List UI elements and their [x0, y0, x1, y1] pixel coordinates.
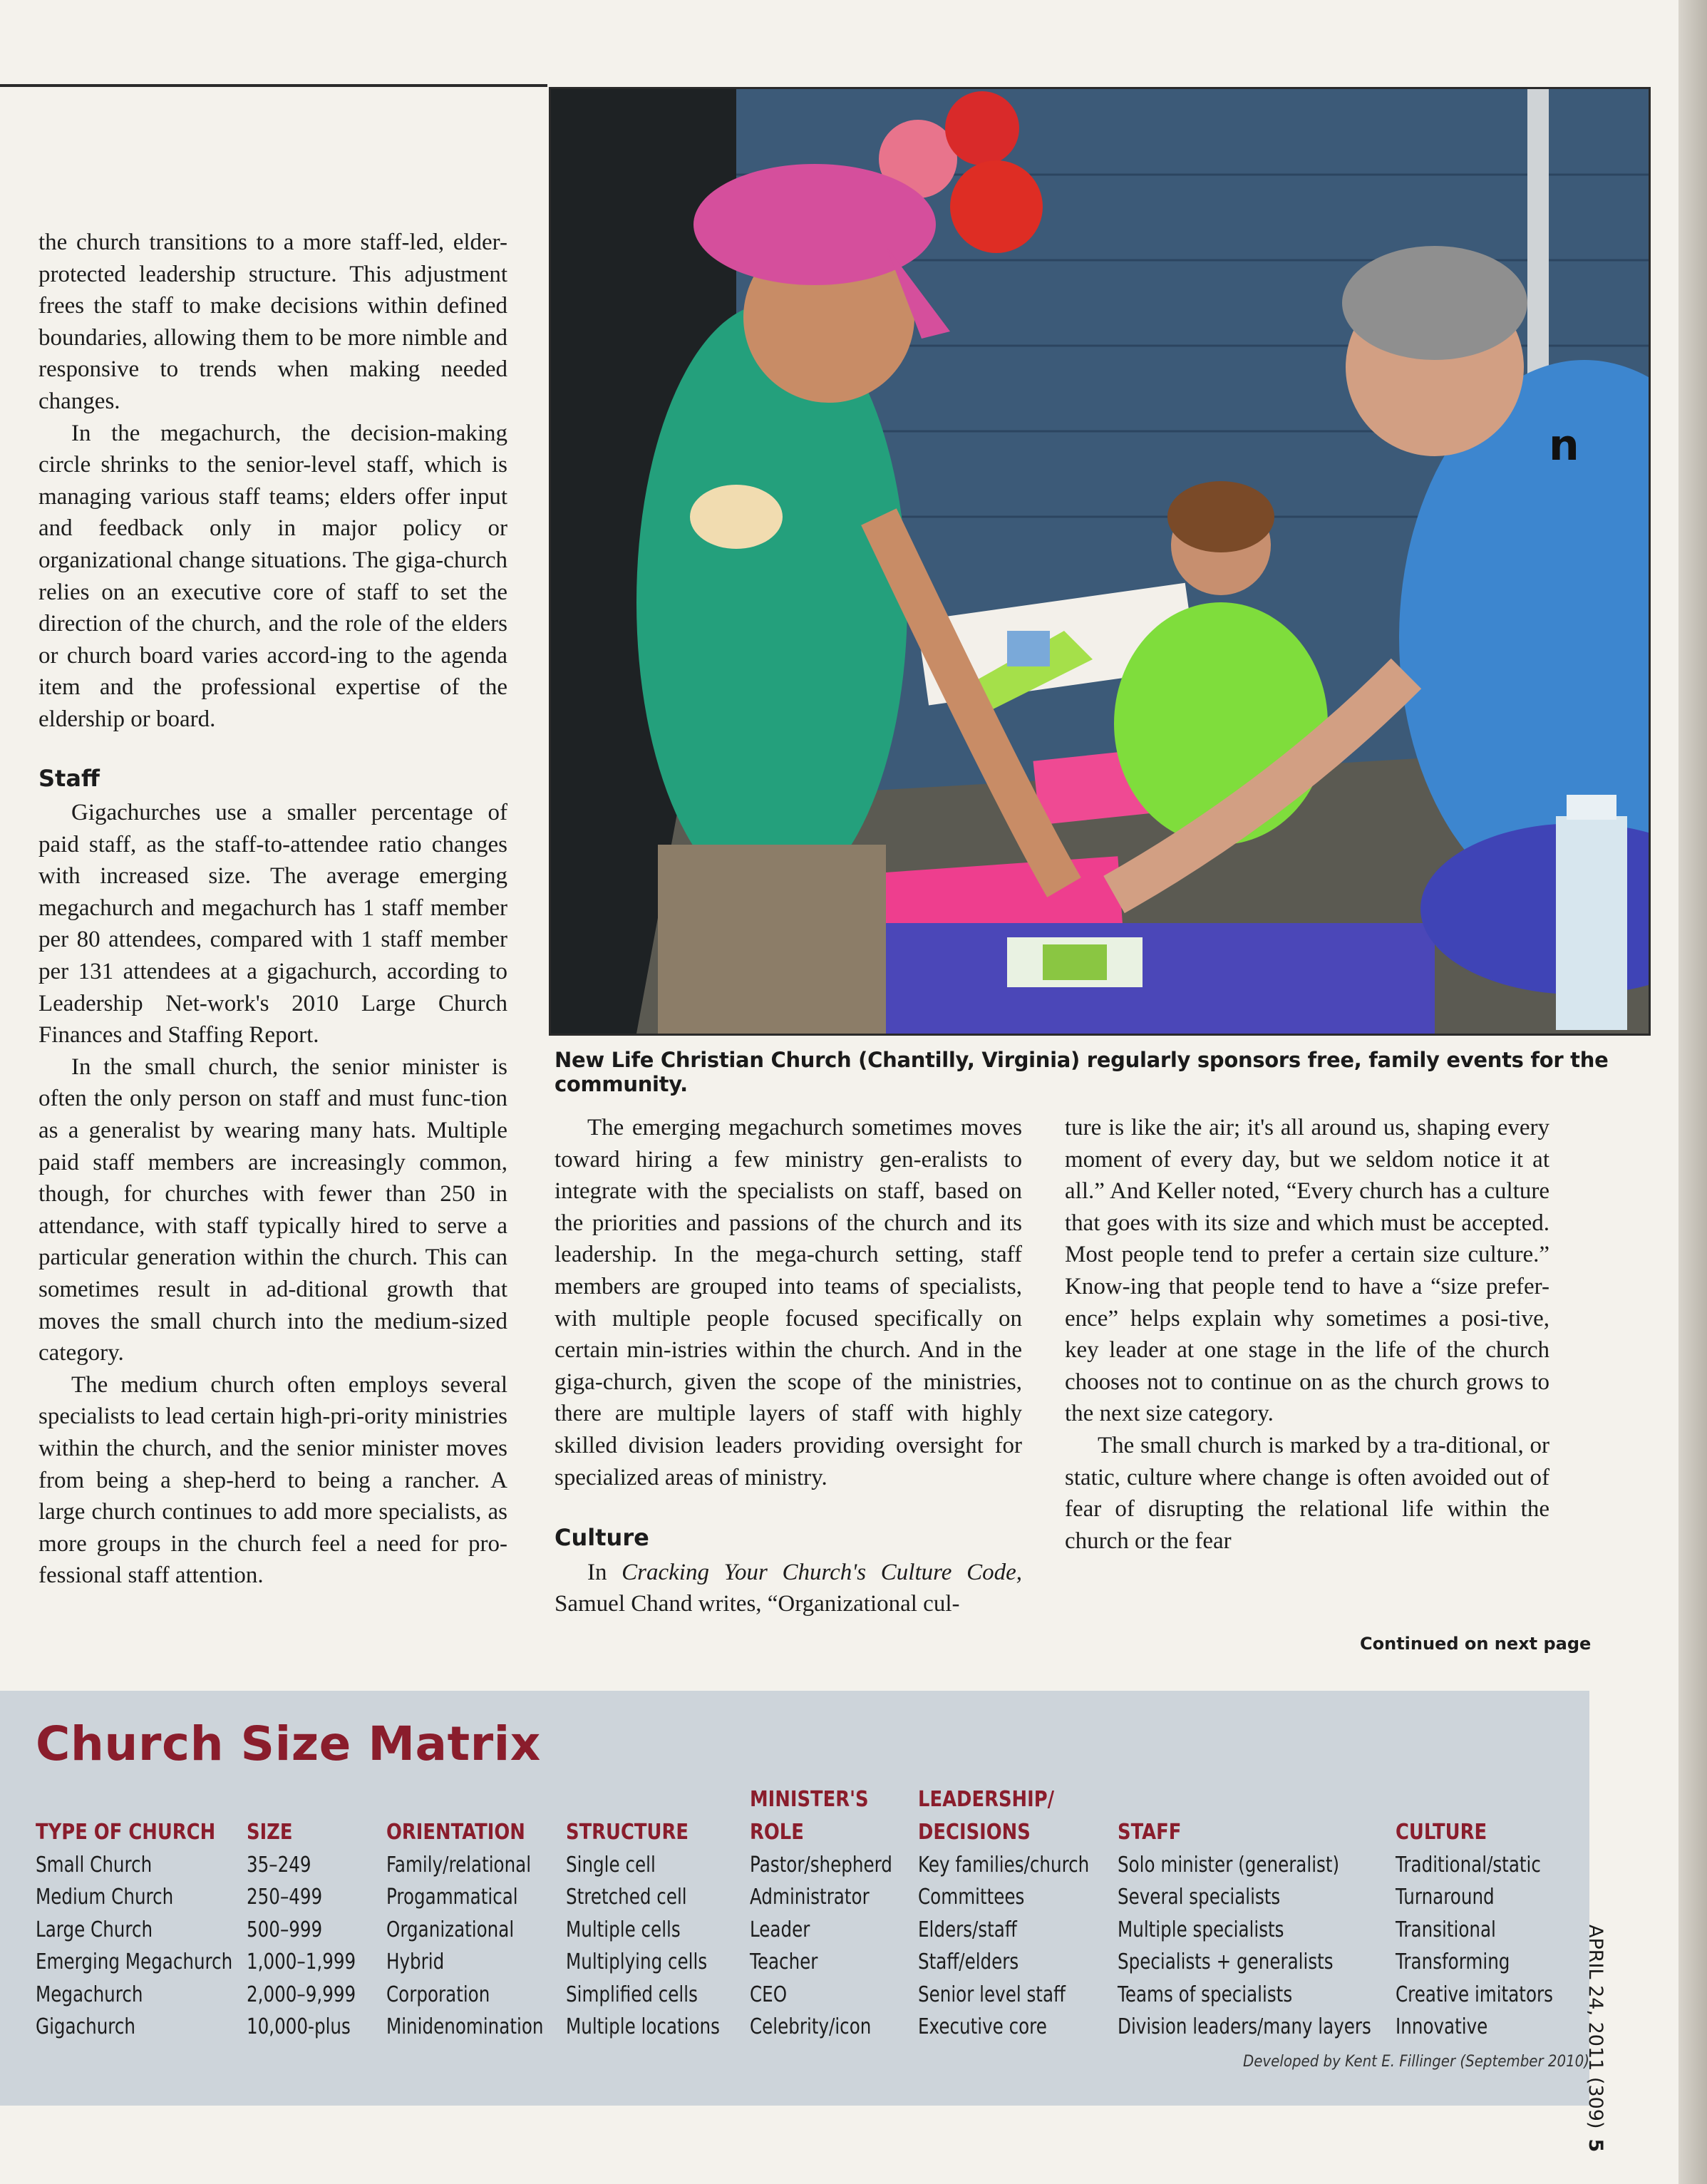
matrix-cell: Simplified cells: [566, 1982, 698, 2007]
matrix-cell: 10,000-plus: [247, 2014, 351, 2040]
matrix-cell: Creative imitators: [1396, 1982, 1553, 2007]
matrix-column-staff: [1118, 1783, 1427, 2043]
matrix-cell: Medium Church: [36, 1885, 174, 1910]
matrix-cell: Solo minister (generalist): [1118, 1853, 1340, 1877]
matrix-cell: Leader: [750, 1917, 810, 1942]
matrix-cell: Corporation: [386, 1982, 490, 2007]
event-photo: [549, 87, 1651, 1036]
header-line: CULTURE: [1396, 1820, 1487, 1845]
issue-date: APRIL 24, 2011 (309): [1584, 1925, 1607, 2129]
church-size-matrix: [0, 1691, 1589, 2106]
matrix-cell: Megachurch: [36, 1982, 143, 2007]
matrix-column-structure: [566, 1783, 753, 2043]
paragraph: [555, 1557, 1022, 1620]
book-title: Cracking Your Church's Culture Code,: [622, 1559, 1022, 1585]
matrix-cell: Celebrity/icon: [750, 2014, 872, 2040]
column-header: [566, 1783, 728, 1849]
matrix-cell: Executive core: [918, 2014, 1047, 2040]
continued-note: Continued on next page: [1360, 1634, 1592, 1654]
matrix-cell: Progammatical: [386, 1885, 518, 1910]
header-line: STAFF: [1118, 1820, 1182, 1845]
header-line: ORIENTATION: [386, 1820, 525, 1845]
page-folio: [1584, 1925, 1607, 2152]
photo-caption: New Life Christian Church (Chantilly, Virginia) regularly sponsors free, family events for the community.: [555, 1048, 1609, 1096]
paragraph: The medium church often employs several specialists to lead certain high-pri-ority ministries within the church, and the senior minister moves from being a shep-herd to being a rancher. A large church continues to add more specialists, as more groups in the church feel a need for pro-fessional staff attention.: [38, 1371, 507, 1589]
matrix-cell: Multiple locations: [566, 2014, 720, 2040]
paragraph: In the megachurch, the decision-making circle shrinks to the senior-level staff, which is managing various staff teams; elders offer input and feedback only in major policy or organizational change situations. The giga-church relies on an executive core of staff to set the direction of the church, and the role of the elders or church board varies accord-ing to the agenda item and the professional expertise of the eldership or board.: [38, 420, 507, 732]
paragraph: The small church is marked by a tra-ditional, or static, culture where change is often avoided out of fear of disrupting the relational life within the church or the fear: [1065, 1432, 1549, 1554]
matrix-cell: Transitional: [1396, 1917, 1496, 1942]
paragraph: ture is like the air; it's all around us, shaping every moment of every day, but we seldom notice it at all.” And Keller noted, “Every church has a culture that goes with its size and which must be accepted. Most people tend to prefer a certain size culture.” Know-ing that people tend to have a “size prefer-ence” helps explain why sometimes a posi-tive, key leader at one stage in the life of the church chooses not to continue on as the church grows to the next size category.: [1065, 1115, 1549, 1427]
column-header: [36, 1783, 242, 1849]
text-run: In: [587, 1559, 622, 1585]
paragraph: The emerging megachurch sometimes moves toward hiring a few ministry gen-eralists to integrate with the specialists on staff, based on the priorities and passions of the church and its leadership. In the mega-church setting, staff members are grouped into teams of specialists, with multiple people focused specifically on certain min-istries within the church. And in the giga-church, given the scope of the ministries, there are multiple layers of staff with highly skilled division leaders providing oversight for specialized areas of ministry.: [555, 1115, 1022, 1490]
column-header: [247, 1783, 361, 1849]
paragraph: In the small church, the senior minister is often the only person on staff and must func-tion as a generalist by wearing many hats. Multiple paid staff members are increasingly common, though, for churches with fewer than 250 in attendance, with staff typically hired to serve a particular generation within the church. This can sometimes result in ad-ditional growth that moves the small church into the medium-sized category.: [38, 1054, 507, 1366]
text-run: Samuel Chand writes, “Organizational cul-: [555, 1591, 960, 1617]
header-line: SIZE: [247, 1820, 293, 1845]
paragraph: the church transitions to a more staff-led, elder-protected leadership structure. This adjustment frees the staff to make decisions within defined boundaries, allowing them to be more nimble and responsive to trends when making needed changes.: [38, 230, 507, 414]
matrix-cell: Small Church: [36, 1853, 153, 1877]
matrix-cell: Stretched cell: [566, 1885, 687, 1910]
column-1: [38, 227, 507, 1592]
column-header: [918, 1783, 1098, 1849]
page-edge: [1678, 0, 1707, 2184]
page-number: 5: [1584, 2138, 1607, 2153]
header-line: STRUCTURE: [566, 1820, 689, 1845]
event-photo-illustration: [551, 89, 1649, 1034]
matrix-cell: Single cell: [566, 1853, 656, 1877]
matrix-cell: Teams of specialists: [1118, 1982, 1293, 2007]
matrix-column-leadership: [918, 1783, 1127, 2043]
matrix-cell: CEO: [750, 1982, 788, 2007]
matrix-cell: Committees: [918, 1885, 1025, 1910]
matrix-cell: 1,000–1,999: [247, 1949, 356, 1975]
matrix-cell: Senior level staff: [918, 1982, 1066, 2007]
matrix-cell: Division leaders/many layers: [1118, 2014, 1371, 2040]
matrix-cell: Teacher: [750, 1949, 818, 1975]
header-line: TYPE OF CHURCH: [36, 1820, 216, 1845]
paragraph: Gigachurches use a smaller percentage of paid staff, as the staff-to-attendee ratio changes with increased size. The average emerging megachurch and megachurch has 1 staff member per 80 attendees, compared with 1 staff member per 131 attendees at a gigachurch, according to Leadership Net-work's 2010 Large Church Finances and Staffing Report.: [38, 800, 507, 1049]
header-line: ROLE: [750, 1820, 804, 1845]
matrix-cell: 35–249: [247, 1853, 311, 1877]
matrix-cell: Gigachurch: [36, 2014, 135, 2040]
matrix-cell: Key families/church: [918, 1853, 1090, 1877]
matrix-cell: Innovative: [1396, 2014, 1488, 2040]
matrix-credit: Developed by Kent E. Fillinger (September 2010): [1243, 2053, 1589, 2071]
staff-heading: Staff: [38, 764, 100, 792]
matrix-cell: Turnaround: [1396, 1885, 1495, 1910]
culture-heading: Culture: [555, 1524, 649, 1552]
matrix-column-orientation: [386, 1783, 578, 2043]
header-line: DECISIONS: [918, 1820, 1031, 1845]
svg-text:n: n: [1549, 421, 1579, 470]
matrix-cell: Multiple specialists: [1118, 1917, 1284, 1942]
column-header: [386, 1783, 551, 1849]
column-header: [750, 1783, 899, 1849]
header-line: MINISTER'S: [750, 1787, 869, 1812]
top-rule: [0, 84, 547, 87]
matrix-cell: Elders/staff: [918, 1917, 1017, 1942]
matrix-column-type: [36, 1783, 276, 2043]
matrix-column-size: [247, 1783, 380, 2043]
matrix-cell: Pastor/shepherd: [750, 1853, 892, 1877]
header-line: LEADERSHIP/: [918, 1787, 1055, 1812]
matrix-cell: Staff/elders: [918, 1949, 1019, 1975]
matrix-cell: Several specialists: [1118, 1885, 1281, 1910]
matrix-cell: Multiple cells: [566, 1917, 681, 1942]
matrix-cell: Emerging Megachurch: [36, 1949, 233, 1975]
matrix-cell: Transforming: [1396, 1949, 1510, 1975]
column-header: [1118, 1783, 1383, 1849]
matrix-cell: Family/relational: [386, 1853, 532, 1877]
matrix-title: Church Size Matrix: [36, 1716, 541, 1771]
matrix-column-ministers-role: [750, 1783, 924, 2043]
column-3: [1065, 1112, 1549, 1557]
matrix-column-culture: [1396, 1783, 1587, 2043]
matrix-cell: 500–999: [247, 1917, 323, 1942]
matrix-cell: Minidenomination: [386, 2014, 544, 2040]
matrix-cell: Traditional/static: [1396, 1853, 1541, 1877]
matrix-cell: 2,000–9,999: [247, 1982, 356, 2007]
matrix-cell: Organizational: [386, 1917, 515, 1942]
matrix-cell: Multiplying cells: [566, 1949, 708, 1975]
matrix-cell: 250–499: [247, 1885, 323, 1910]
column-header: [1396, 1783, 1561, 1849]
matrix-cell: Large Church: [36, 1917, 153, 1942]
matrix-cell: Administrator: [750, 1885, 870, 1910]
column-2: [555, 1112, 1022, 1620]
matrix-cell: Hybrid: [386, 1949, 445, 1975]
matrix-cell: Specialists + generalists: [1118, 1949, 1334, 1975]
